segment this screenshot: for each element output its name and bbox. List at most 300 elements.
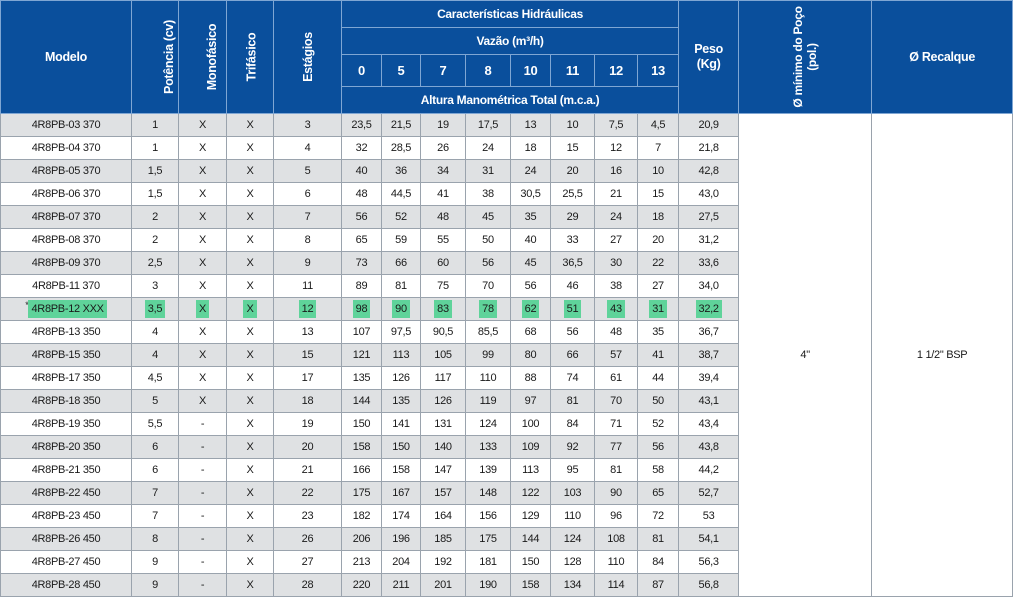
cell-estagios: 19	[274, 413, 342, 436]
cell-altura: 73	[342, 252, 382, 275]
cell-modelo-value: 4R8PB-04 370	[31, 142, 101, 154]
cell-altura: 65	[342, 229, 382, 252]
cell-monofasico: X	[179, 206, 227, 229]
cell-altura: 40	[342, 160, 382, 183]
cell-modelo	[1, 390, 132, 413]
cell-altura: 81	[638, 528, 679, 551]
cell-monofasico: X	[179, 114, 227, 137]
cell-altura: 150	[511, 551, 551, 574]
cell-altura: 72	[638, 505, 679, 528]
cell-poco-merged: 4"	[739, 114, 872, 597]
table-row	[1, 114, 1013, 137]
cell-altura: 7,5	[595, 114, 638, 137]
cell-altura: 27	[595, 229, 638, 252]
cell-altura: 84	[638, 551, 679, 574]
cell-altura: 158	[342, 436, 382, 459]
cell-altura: 192	[421, 551, 466, 574]
cell-trifasico-value: X	[243, 300, 256, 318]
cell-modelo	[1, 367, 132, 390]
cell-peso: 44,2	[679, 459, 739, 482]
cell-potencia	[132, 298, 179, 321]
cell-altura: 81	[551, 390, 595, 413]
cell-peso	[679, 298, 739, 321]
cell-modelo-value: 4R8PB-08 370	[31, 234, 101, 246]
cell-modelo	[1, 574, 132, 597]
header-trifasico	[227, 1, 274, 114]
cell-modelo-value: 4R8PB-23 450	[31, 510, 101, 522]
cell-estagios-value: 12	[299, 300, 317, 318]
cell-peso: 43,1	[679, 390, 739, 413]
header-flow: 8	[466, 55, 511, 87]
cell-modelo-value: 4R8PB-03 370	[31, 119, 101, 131]
cell-modelo	[1, 137, 132, 160]
cell-trifasico: X	[227, 574, 274, 597]
cell-trifasico: X	[227, 114, 274, 137]
cell-altura: 18	[638, 206, 679, 229]
cell-altura: 13	[511, 114, 551, 137]
cell-altura: 17,5	[466, 114, 511, 137]
cell-altura: 26	[421, 137, 466, 160]
cell-altura: 206	[342, 528, 382, 551]
header-poco	[739, 1, 872, 114]
cell-trifasico: X	[227, 390, 274, 413]
cell-altura: 97	[511, 390, 551, 413]
cell-peso: 43,8	[679, 436, 739, 459]
cell-estagios: 27	[274, 551, 342, 574]
cell-monofasico-value: X	[196, 300, 209, 318]
cell-altura: 133	[466, 436, 511, 459]
cell-modelo	[1, 344, 132, 367]
cell-estagios: 23	[274, 505, 342, 528]
cell-altura: 175	[466, 528, 511, 551]
cell-potencia: 4,5	[132, 367, 179, 390]
cell-altura: 65	[638, 482, 679, 505]
header-flow: 10	[511, 55, 551, 87]
cell-modelo	[1, 528, 132, 551]
cell-trifasico: X	[227, 528, 274, 551]
cell-altura: 85,5	[466, 321, 511, 344]
cell-altura: 60	[421, 252, 466, 275]
cell-potencia-value: 3,5	[145, 300, 165, 318]
cell-modelo	[1, 321, 132, 344]
cell-altura: 30,5	[511, 183, 551, 206]
cell-altura: 84	[551, 413, 595, 436]
cell-peso: 27,5	[679, 206, 739, 229]
cell-modelo-value: 4R8PB-09 370	[31, 257, 101, 269]
cell-altura: 36	[382, 160, 421, 183]
cell-altura: 81	[382, 275, 421, 298]
cell-potencia: 8	[132, 528, 179, 551]
cell-potencia: 7	[132, 482, 179, 505]
cell-altura	[342, 298, 382, 321]
cell-potencia: 9	[132, 551, 179, 574]
cell-altura: 36,5	[551, 252, 595, 275]
cell-altura-value: 83	[434, 300, 452, 318]
cell-altura: 56	[551, 321, 595, 344]
cell-potencia: 1,5	[132, 160, 179, 183]
cell-potencia: 4	[132, 321, 179, 344]
cell-estagios: 20	[274, 436, 342, 459]
header-caracteristicas: Características Hidráulicas	[342, 1, 679, 28]
cell-trifasico: X	[227, 459, 274, 482]
cell-modelo-value: 4R8PB-13 350	[31, 326, 101, 338]
cell-altura: 140	[421, 436, 466, 459]
cell-potencia: 1	[132, 114, 179, 137]
cell-altura: 95	[551, 459, 595, 482]
cell-peso: 56,3	[679, 551, 739, 574]
cell-altura: 48	[595, 321, 638, 344]
cell-altura	[382, 298, 421, 321]
cell-altura: 21	[595, 183, 638, 206]
cell-altura-value: 43	[607, 300, 625, 318]
cell-altura: 52	[638, 413, 679, 436]
cell-trifasico: X	[227, 551, 274, 574]
cell-altura-value: 51	[564, 300, 582, 318]
cell-altura: 48	[421, 206, 466, 229]
cell-altura: 126	[382, 367, 421, 390]
cell-peso: 39,4	[679, 367, 739, 390]
cell-trifasico: X	[227, 137, 274, 160]
cell-altura: 110	[551, 505, 595, 528]
cell-estagios: 7	[274, 206, 342, 229]
cell-estagios: 13	[274, 321, 342, 344]
cell-altura: 113	[511, 459, 551, 482]
cell-altura: 27	[638, 275, 679, 298]
cell-monofasico: -	[179, 551, 227, 574]
cell-modelo	[1, 551, 132, 574]
cell-altura: 148	[466, 482, 511, 505]
cell-estagios: 28	[274, 574, 342, 597]
cell-estagios: 11	[274, 275, 342, 298]
cell-altura: 213	[342, 551, 382, 574]
cell-altura: 24	[511, 160, 551, 183]
cell-altura: 50	[466, 229, 511, 252]
cell-altura: 90	[595, 482, 638, 505]
cell-altura: 22	[638, 252, 679, 275]
cell-altura: 19	[421, 114, 466, 137]
cell-peso: 36,7	[679, 321, 739, 344]
cell-altura: 121	[342, 344, 382, 367]
cell-altura: 70	[595, 390, 638, 413]
cell-altura: 97,5	[382, 321, 421, 344]
cell-estagios: 22	[274, 482, 342, 505]
cell-altura: 40	[511, 229, 551, 252]
cell-trifasico: X	[227, 367, 274, 390]
cell-altura	[421, 298, 466, 321]
cell-altura: 190	[466, 574, 511, 597]
cell-altura: 30	[595, 252, 638, 275]
cell-potencia: 2,5	[132, 252, 179, 275]
cell-monofasico: X	[179, 321, 227, 344]
cell-modelo-value: 4R8PB-21 350	[31, 464, 101, 476]
cell-altura: 141	[382, 413, 421, 436]
cell-potencia: 6	[132, 436, 179, 459]
cell-altura: 211	[382, 574, 421, 597]
cell-monofasico: X	[179, 160, 227, 183]
cell-altura-value: 78	[479, 300, 497, 318]
cell-estagios: 26	[274, 528, 342, 551]
cell-altura: 150	[382, 436, 421, 459]
cell-modelo	[1, 298, 132, 321]
cell-altura: 41	[421, 183, 466, 206]
cell-altura: 66	[382, 252, 421, 275]
cell-altura: 126	[421, 390, 466, 413]
cell-trifasico: X	[227, 160, 274, 183]
cell-altura: 44,5	[382, 183, 421, 206]
cell-monofasico: X	[179, 344, 227, 367]
cell-altura: 15	[551, 137, 595, 160]
cell-altura-value: 98	[353, 300, 371, 318]
cell-recalque-merged: 1 1/2" BSP	[872, 114, 1013, 597]
cell-peso: 20,9	[679, 114, 739, 137]
cell-trifasico: X	[227, 505, 274, 528]
header-monofasico	[179, 1, 227, 114]
cell-modelo-value: 4R8PB-27 450	[31, 556, 101, 568]
cell-monofasico: X	[179, 275, 227, 298]
cell-estagios: 15	[274, 344, 342, 367]
cell-altura: 20	[638, 229, 679, 252]
cell-modelo	[1, 275, 132, 298]
cell-monofasico: X	[179, 252, 227, 275]
cell-altura: 92	[551, 436, 595, 459]
cell-altura	[638, 298, 679, 321]
cell-potencia: 2	[132, 229, 179, 252]
cell-altura: 139	[466, 459, 511, 482]
header-modelo: Modelo	[1, 1, 132, 114]
cell-altura: 196	[382, 528, 421, 551]
cell-modelo-value: 4R8PB-26 450	[31, 533, 101, 545]
cell-altura	[466, 298, 511, 321]
cell-trifasico: X	[227, 436, 274, 459]
header-flow: 0	[342, 55, 382, 87]
cell-peso: 54,1	[679, 528, 739, 551]
cell-altura: 174	[382, 505, 421, 528]
cell-altura: 38	[595, 275, 638, 298]
cell-altura: 110	[466, 367, 511, 390]
header-recalque: Ø Recalque	[872, 1, 1013, 114]
header-flow: 7	[421, 55, 466, 87]
cell-altura: 61	[595, 367, 638, 390]
header-peso-label: Peso (Kg)	[694, 42, 723, 71]
cell-altura: 90,5	[421, 321, 466, 344]
cell-altura: 58	[638, 459, 679, 482]
cell-trifasico: X	[227, 206, 274, 229]
cell-estagios	[274, 298, 342, 321]
cell-trifasico: X	[227, 183, 274, 206]
cell-modelo	[1, 206, 132, 229]
cell-altura: 134	[551, 574, 595, 597]
cell-monofasico: -	[179, 505, 227, 528]
cell-monofasico: X	[179, 367, 227, 390]
header-estagios	[274, 1, 342, 114]
cell-altura: 45	[511, 252, 551, 275]
cell-modelo	[1, 114, 132, 137]
header-trifasico-label: Trifásico	[244, 32, 259, 82]
cell-monofasico: X	[179, 137, 227, 160]
cell-trifasico: X	[227, 413, 274, 436]
cell-altura: 28,5	[382, 137, 421, 160]
cell-modelo-value: 4R8PB-12 XXX	[28, 300, 106, 318]
header-poco-label: Ø mínimo do Poço (pol.)	[791, 6, 820, 108]
cell-altura: 96	[595, 505, 638, 528]
cell-monofasico: -	[179, 482, 227, 505]
cell-potencia: 1,5	[132, 183, 179, 206]
cell-altura: 135	[342, 367, 382, 390]
cell-altura: 31	[466, 160, 511, 183]
cell-altura: 181	[466, 551, 511, 574]
cell-altura: 52	[382, 206, 421, 229]
cell-modelo	[1, 229, 132, 252]
cell-altura: 55	[421, 229, 466, 252]
cell-altura: 124	[466, 413, 511, 436]
header-peso	[679, 1, 739, 114]
cell-altura: 25,5	[551, 183, 595, 206]
cell-altura: 80	[511, 344, 551, 367]
cell-altura: 182	[342, 505, 382, 528]
cell-monofasico: -	[179, 436, 227, 459]
cell-estagios: 8	[274, 229, 342, 252]
cell-peso: 53	[679, 505, 739, 528]
cell-altura: 144	[511, 528, 551, 551]
cell-altura: 66	[551, 344, 595, 367]
cell-peso: 43,4	[679, 413, 739, 436]
cell-modelo-value: 4R8PB-22 450	[31, 487, 101, 499]
cell-altura: 135	[382, 390, 421, 413]
cell-potencia: 3	[132, 275, 179, 298]
cell-trifasico: X	[227, 344, 274, 367]
cell-altura: 10	[638, 160, 679, 183]
cell-modelo-value: 4R8PB-06 370	[31, 188, 101, 200]
cell-altura-value: 90	[392, 300, 410, 318]
cell-altura: 41	[638, 344, 679, 367]
cell-monofasico: -	[179, 528, 227, 551]
cell-altura: 109	[511, 436, 551, 459]
cell-altura: 56	[638, 436, 679, 459]
cell-potencia: 5,5	[132, 413, 179, 436]
cell-estagios: 9	[274, 252, 342, 275]
cell-modelo-value: 4R8PB-18 350	[31, 395, 101, 407]
cell-altura: 35	[511, 206, 551, 229]
cell-trifasico: X	[227, 321, 274, 344]
cell-altura: 150	[342, 413, 382, 436]
cell-altura: 81	[595, 459, 638, 482]
cell-peso: 33,6	[679, 252, 739, 275]
cell-altura: 157	[421, 482, 466, 505]
cell-trifasico	[227, 298, 274, 321]
cell-altura: 56	[511, 275, 551, 298]
cell-altura-value: 62	[522, 300, 540, 318]
cell-altura: 71	[595, 413, 638, 436]
cell-monofasico: X	[179, 390, 227, 413]
cell-altura: 201	[421, 574, 466, 597]
cell-altura: 89	[342, 275, 382, 298]
cell-estagios: 3	[274, 114, 342, 137]
header-flow: 12	[595, 55, 638, 87]
cell-altura: 29	[551, 206, 595, 229]
cell-altura: 144	[342, 390, 382, 413]
cell-altura: 38	[466, 183, 511, 206]
cell-altura: 20	[551, 160, 595, 183]
cell-altura: 220	[342, 574, 382, 597]
cell-modelo	[1, 436, 132, 459]
row-marker: *	[25, 300, 29, 310]
cell-modelo-value: 4R8PB-15 350	[31, 349, 101, 361]
cell-peso: 21,8	[679, 137, 739, 160]
cell-altura: 164	[421, 505, 466, 528]
cell-altura: 110	[595, 551, 638, 574]
header-altura: Altura Manométrica Total (m.c.a.)	[342, 87, 679, 114]
cell-altura: 117	[421, 367, 466, 390]
cell-altura: 77	[595, 436, 638, 459]
cell-estagios: 21	[274, 459, 342, 482]
cell-peso: 52,7	[679, 482, 739, 505]
cell-peso: 56,8	[679, 574, 739, 597]
cell-altura	[511, 298, 551, 321]
cell-altura: 23,5	[342, 114, 382, 137]
cell-altura: 57	[595, 344, 638, 367]
cell-altura: 175	[342, 482, 382, 505]
cell-modelo-value: 4R8PB-07 370	[31, 211, 101, 223]
cell-altura: 105	[421, 344, 466, 367]
cell-altura	[595, 298, 638, 321]
header-potencia	[132, 1, 179, 114]
cell-altura: 24	[466, 137, 511, 160]
cell-estagios: 5	[274, 160, 342, 183]
cell-altura-value: 31	[649, 300, 667, 318]
cell-peso: 43,0	[679, 183, 739, 206]
cell-altura: 158	[382, 459, 421, 482]
cell-altura: 124	[551, 528, 595, 551]
cell-modelo	[1, 505, 132, 528]
cell-altura: 103	[551, 482, 595, 505]
cell-potencia: 2	[132, 206, 179, 229]
cell-altura: 166	[342, 459, 382, 482]
cell-altura: 10	[551, 114, 595, 137]
cell-potencia: 5	[132, 390, 179, 413]
cell-altura: 18	[511, 137, 551, 160]
cell-altura: 147	[421, 459, 466, 482]
cell-modelo-value: 4R8PB-20 350	[31, 441, 101, 453]
cell-monofasico: -	[179, 459, 227, 482]
cell-altura: 107	[342, 321, 382, 344]
cell-modelo	[1, 413, 132, 436]
header-vazao: Vazão (m³/h)	[342, 28, 679, 55]
cell-modelo	[1, 160, 132, 183]
cell-altura: 156	[466, 505, 511, 528]
cell-peso: 34,0	[679, 275, 739, 298]
cell-modelo-value: 4R8PB-17 350	[31, 372, 101, 384]
cell-modelo	[1, 252, 132, 275]
cell-altura: 34	[421, 160, 466, 183]
header-estagios-label: Estágios	[300, 32, 315, 82]
header-monofasico-label: Monofásico	[205, 23, 220, 91]
cell-altura: 128	[551, 551, 595, 574]
cell-altura: 99	[466, 344, 511, 367]
cell-altura: 32	[342, 137, 382, 160]
cell-peso: 42,8	[679, 160, 739, 183]
cell-altura: 100	[511, 413, 551, 436]
cell-monofasico: -	[179, 413, 227, 436]
cell-peso: 31,2	[679, 229, 739, 252]
cell-altura: 167	[382, 482, 421, 505]
cell-altura: 70	[466, 275, 511, 298]
header-flow: 5	[382, 55, 421, 87]
cell-modelo	[1, 459, 132, 482]
header-flow: 13	[638, 55, 679, 87]
cell-altura: 50	[638, 390, 679, 413]
cell-altura: 46	[551, 275, 595, 298]
cell-altura: 35	[638, 321, 679, 344]
